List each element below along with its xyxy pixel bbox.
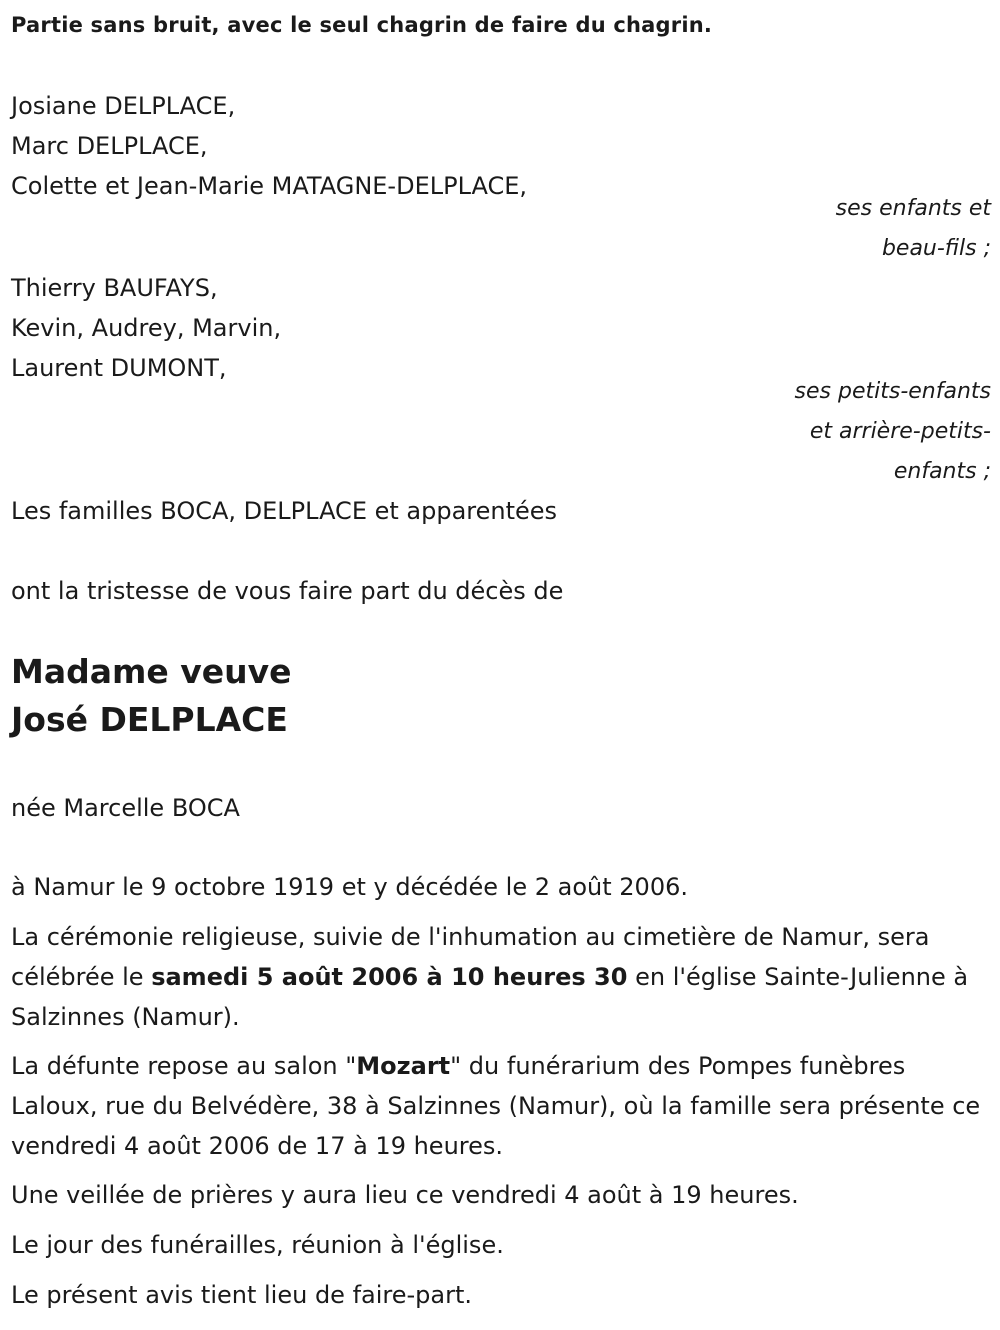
- viewing-paragraph: [11, 1046, 991, 1166]
- families-line: Les familles BOCA, DELPLACE et apparentées: [11, 497, 558, 525]
- child-name-1: Josiane DELPLACE,: [11, 92, 236, 120]
- vigil-line: Une veillée de prières y aura lieu ce vendredi 4 août à 19 heures.: [11, 1181, 799, 1209]
- birth-death-line: à Namur le 9 octobre 1919 et y décédée le 2 août 2006.: [11, 873, 688, 901]
- children-relation-line-1: ses enfants et: [835, 196, 991, 221]
- ceremony-text-after: en l'église Sainte-Julienne à Salzinnes (Namur).: [11, 963, 969, 1031]
- grandchildren-relation-line-3: enfants ;: [893, 459, 991, 484]
- children-relation-line-2: beau-fils ;: [881, 236, 991, 261]
- grandchild-name-1: Thierry BAUFAYS,: [11, 274, 218, 302]
- grandchildren-relation-line-1: ses petits-enfants: [794, 379, 991, 404]
- ceremony-date: samedi 5 août 2006 à 10 heures 30: [151, 963, 628, 991]
- ceremony-text-before: La cérémonie religieuse, suivie de l'inhumation au cimetière de Namur, sera célébrée le: [11, 923, 930, 991]
- viewing-text-before: La défunte repose au salon ": [11, 1052, 357, 1080]
- grandchildren-relation-line-2: et arrière-petits-: [809, 419, 991, 444]
- child-name-3: Colette et Jean-Marie MATAGNE-DELPLACE,: [11, 172, 528, 200]
- grandchildren-relation: [795, 372, 991, 492]
- closing-line: Le présent avis tient lieu de faire-part.: [11, 1281, 473, 1309]
- ceremony-paragraph: [11, 917, 991, 1037]
- viewing-text-after: " du funérarium des Pompes funèbres Laloux, rue du Belvédère, 38 à Salzinnes (Namur), où la famille sera présente ce vendredi 4 août 2006 de 17 à 19 heures.: [11, 1052, 981, 1160]
- announcement-line: ont la tristesse de vous faire part du décès de: [11, 577, 564, 605]
- deceased-name-line-2: José DELPLACE: [11, 700, 288, 739]
- children-relation: [836, 189, 991, 269]
- funeral-day-line: Le jour des funérailles, réunion à l'église.: [11, 1231, 504, 1259]
- grandchild-name-3: Laurent DUMONT,: [11, 354, 227, 382]
- grandchild-name-2: Kevin, Audrey, Marvin,: [11, 314, 282, 342]
- child-name-2: Marc DELPLACE,: [11, 132, 208, 160]
- epigraph: Partie sans bruit, avec le seul chagrin de faire du chagrin.: [11, 13, 713, 37]
- deceased-name: [11, 648, 292, 744]
- deceased-name-line-1: Madame veuve: [11, 652, 292, 691]
- maiden-name: née Marcelle BOCA: [11, 794, 240, 822]
- viewing-salon-name: Mozart: [356, 1052, 451, 1080]
